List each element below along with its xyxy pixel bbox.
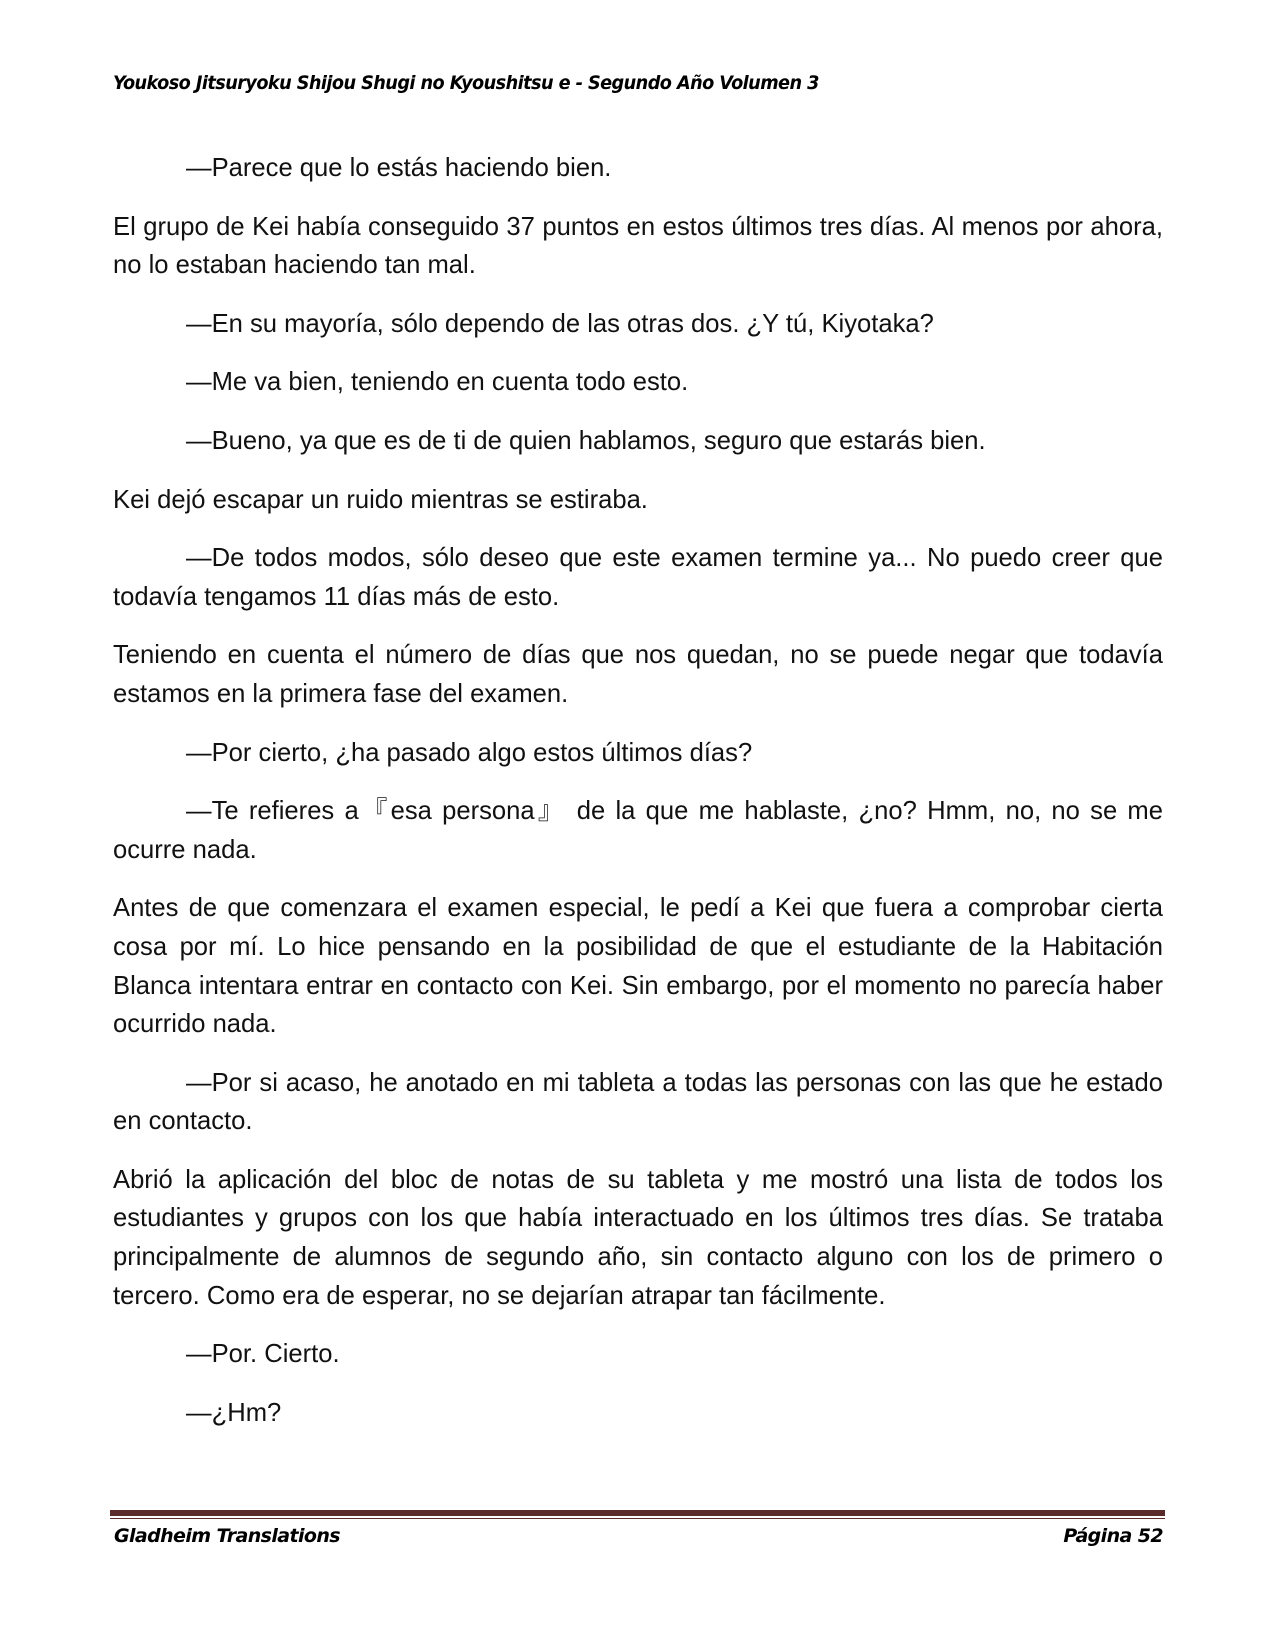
- paragraph: —Por si acaso, he anotado en mi tableta a todas las personas con las que he estado en contacto.: [113, 1068, 1163, 1136]
- paragraph: —En su mayoría, sólo dependo de las otras dos. ¿Y tú, Kiyotaka?: [186, 309, 934, 338]
- paragraph: —Te refieres a『esa persona』 de la que me hablaste, ¿no? Hmm, no, no se me ocurre nada.: [113, 797, 1163, 864]
- paragraph: El grupo de Kei había conseguido 37 puntos en estos últimos tres días. Al menos por ahora, no lo estaban haciendo tan mal.: [113, 212, 1163, 280]
- footer-page-number: Página 52: [1063, 1525, 1163, 1547]
- running-header: Youkoso Jitsuryoku Shijou Shugi no Kyoushitsu e - Segundo Año Volumen 3: [113, 72, 819, 94]
- footer-translator: Gladheim Translations: [114, 1525, 340, 1547]
- paragraph: —Por. Cierto.: [186, 1340, 340, 1369]
- paragraph: Kei dejó escapar un ruido mientras se estiraba.: [113, 485, 648, 514]
- paragraph: —Parece que lo estás haciendo bien.: [186, 154, 612, 182]
- paragraph: Abrió la aplicación del bloc de notas de su tableta y me mostró una lista de todos los estudiantes y grupos con los que había interactuado en los últimos tres días. Se trataba principalmente de alumnos de segundo año, sin contacto alguno con los de primero o tercero. Como era de esperar, no se dejarían atrapar tan fácilmente.: [113, 1165, 1163, 1310]
- paragraph: —¿Hm?: [186, 1398, 282, 1427]
- footer-rule-thick: [110, 1510, 1165, 1516]
- paragraph: —Bueno, ya que es de ti de quien hablamos, seguro que estarás bien.: [186, 426, 986, 455]
- paragraph: —Me va bien, teniendo en cuenta todo esto.: [186, 368, 689, 397]
- paragraph: —De todos modos, sólo deseo que este examen termine ya... No puedo creer que todavía tengamos 11 días más de esto.: [113, 544, 1163, 611]
- paragraph: Antes de que comenzara el examen especial, le pedí a Kei que fuera a comprobar cierta cosa por mí. Lo hice pensando en la posibilidad de que el estudiante de la Habitación Blanca intentara entrar en contacto con Kei. Sin embargo, por el momento no parecía haber ocurrido nada.: [113, 894, 1163, 1039]
- page-body: [113, 149, 1163, 1452]
- paragraph: —Por cierto, ¿ha pasado algo estos últimos días?: [186, 738, 753, 767]
- paragraph: Teniendo en cuenta el número de días que nos quedan, no se puede negar que todavía estamos en la primera fase del examen.: [113, 641, 1163, 708]
- footer-rule-thin: [110, 1518, 1165, 1519]
